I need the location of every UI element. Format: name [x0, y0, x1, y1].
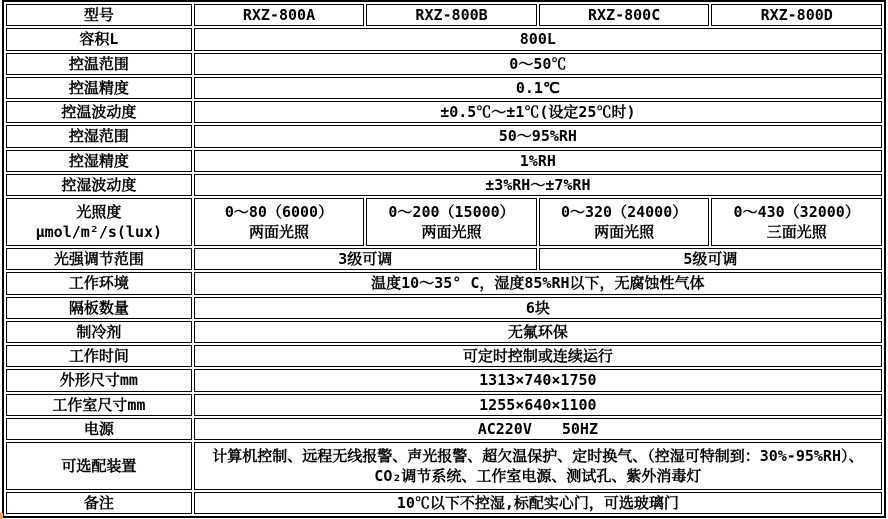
- row-value: 无氟环保: [194, 321, 882, 343]
- illumination-range: 0～320（24000）: [560, 202, 688, 221]
- illumination-sides: 三面光照: [766, 223, 827, 241]
- row-label: 备注: [6, 492, 192, 514]
- row-label: 制冷剂: [6, 321, 192, 343]
- row-label: 工作时间: [6, 345, 192, 367]
- remark-value: 10℃以下不控湿,标配实心门，可选玻璃门: [194, 492, 882, 514]
- illumination-range: 0～200（15000）: [388, 202, 515, 221]
- row-value: 温度10～35° C，湿度85%RH以下，无腐蚀性气体: [194, 272, 882, 294]
- row-value: 0～50℃: [194, 53, 882, 75]
- model-cell-b: RXZ-800B: [366, 4, 537, 26]
- row-value: ±0.5℃～±1℃(设定25℃时): [194, 101, 882, 123]
- row-label: 工作室尺寸mm: [6, 394, 192, 416]
- row-label: 可选配装置: [6, 442, 192, 490]
- row-value: 0.1℃: [194, 77, 882, 99]
- table-row-models: [6, 4, 882, 26]
- row-value: 6块: [194, 297, 882, 319]
- table-row-temp-range: [6, 53, 882, 75]
- row-label: 控温波动度: [6, 101, 192, 123]
- options-value: 计算机控制、远程无线报警、声光报警、超欠温保护、定时换气、（控湿可特制到：30%-95%RH）、CO₂调节系统、工作室电源、测试孔、紫外消毒灯: [194, 442, 882, 490]
- row-value: 可定时控制或连续运行: [194, 345, 882, 367]
- table-row-volume: [6, 28, 882, 50]
- illumination-cell-a: [194, 198, 365, 246]
- table-row-illumination: [6, 198, 882, 246]
- illumination-label-line1: 光照度: [76, 202, 122, 221]
- table-row-shelves: [6, 297, 882, 319]
- illumination-range: 0～80（6000）: [224, 202, 334, 221]
- row-label: 外形尺寸mm: [6, 369, 192, 391]
- table-row-chamber-dimensions: [6, 394, 882, 416]
- row-value: 1313×740×1750: [194, 369, 882, 391]
- table-row-options: [6, 442, 882, 490]
- table-row-light-adjust: [6, 248, 882, 270]
- row-label: 光强调节范围: [6, 248, 192, 270]
- row-label-illumination: [6, 198, 192, 246]
- illumination-range: 0～430（32000）: [733, 202, 860, 221]
- table-row-refrigerant: [6, 321, 882, 343]
- row-label-model: 型号: [6, 4, 192, 26]
- row-value: 1%RH: [194, 150, 882, 172]
- table-row-humidity-precision: [6, 150, 882, 172]
- illumination-label-line2: μmol/m²/s(lux): [35, 223, 163, 241]
- table-row-remark: [6, 492, 882, 514]
- row-value: 1255×640×1100: [194, 394, 882, 416]
- table-row-temp-fluctuation: [6, 101, 882, 123]
- row-value: 800L: [194, 28, 882, 50]
- table-row-temp-precision: [6, 77, 882, 99]
- cursor-artifact: [0, 513, 3, 519]
- row-label: 控湿精度: [6, 150, 192, 172]
- illumination-cell-c: [539, 198, 710, 246]
- light-adjust-right: 5级可调: [539, 248, 882, 270]
- illumination-sides: 两面光照: [594, 223, 655, 241]
- illumination-sides: 两面光照: [421, 223, 482, 241]
- table-row-humidity-range: [6, 125, 882, 147]
- row-label: 控温范围: [6, 53, 192, 75]
- table-row-outer-dimensions: [6, 369, 882, 391]
- model-cell-a: RXZ-800A: [194, 4, 365, 26]
- illumination-cell-d: [711, 198, 882, 246]
- row-value: 50～95%RH: [194, 125, 882, 147]
- model-cell-d: RXZ-800D: [711, 4, 882, 26]
- row-label: 容积L: [6, 28, 192, 50]
- row-label: 控湿范围: [6, 125, 192, 147]
- spec-table: [2, 0, 886, 518]
- table-row-humidity-fluctuation: [6, 174, 882, 196]
- row-label: 隔板数量: [6, 297, 192, 319]
- row-label: 电源: [6, 418, 192, 440]
- model-cell-c: RXZ-800C: [539, 4, 710, 26]
- illumination-cell-b: [366, 198, 537, 246]
- row-value: ±3%RH～±7%RH: [194, 174, 882, 196]
- table-row-power: [6, 418, 882, 440]
- light-adjust-left: 3级可调: [194, 248, 537, 270]
- row-value: AC220V 50HZ: [194, 418, 882, 440]
- row-label: 工作环境: [6, 272, 192, 294]
- illumination-sides: 两面光照: [248, 223, 309, 241]
- row-label: 控温精度: [6, 77, 192, 99]
- row-label: 控湿波动度: [6, 174, 192, 196]
- table-row-work-environment: [6, 272, 882, 294]
- table-row-work-time: [6, 345, 882, 367]
